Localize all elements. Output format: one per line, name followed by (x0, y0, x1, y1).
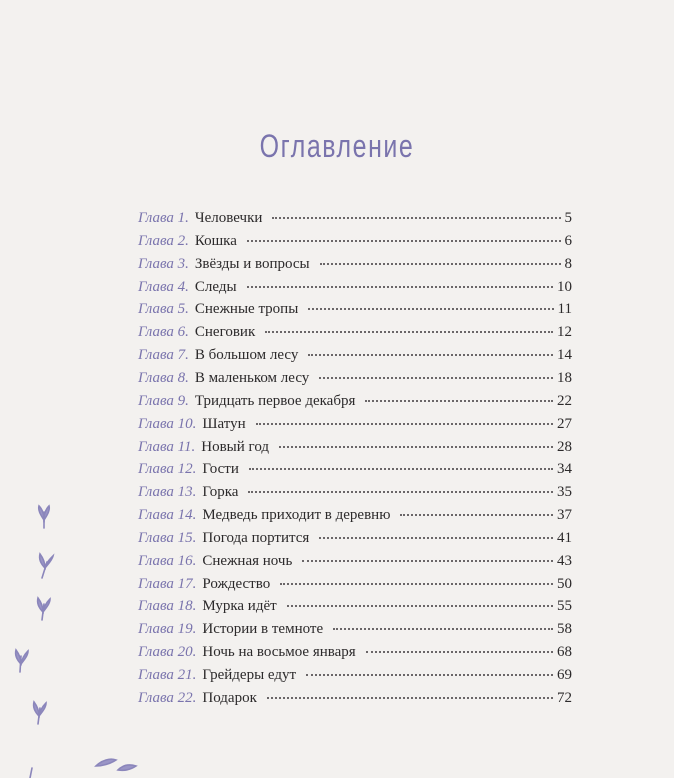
chapter-title: Мурка идёт (202, 598, 277, 615)
page-number: 5 (564, 210, 572, 226)
chapter-number: Глава 15. (138, 529, 197, 546)
page-number: 12 (557, 324, 572, 341)
chapter-number: Глава 3. (138, 255, 189, 272)
chapter-title: Шатун (202, 415, 246, 432)
chapter-title: Снежные тропы (194, 301, 299, 318)
chapter-number: Глава 21. (138, 667, 197, 683)
chapter-title: Погода портится (202, 529, 310, 546)
chapter-number: Глава 16. (138, 552, 197, 569)
page-title: Оглавление (259, 128, 415, 164)
chapter-title: В маленьком лесу (194, 369, 310, 386)
chapter-number: Глава 22. (138, 689, 197, 706)
page-number: 22 (557, 392, 572, 409)
page-number: 34 (557, 461, 572, 478)
chapter-number: Глава 11. (138, 438, 196, 455)
page-number: 8 (564, 255, 572, 272)
chapter-title: В большом лесу (194, 347, 299, 364)
chapter-number: Глава 8. (138, 369, 189, 386)
chapter-number: Глава 5. (138, 301, 189, 318)
page-number: 69 (557, 667, 572, 683)
page-number: 11 (557, 301, 572, 318)
chapter-number: Глава 19. (138, 621, 197, 638)
page-number: 41 (557, 529, 572, 546)
chapter-number: Глава 4. (138, 278, 189, 295)
page-number: 10 (557, 278, 572, 295)
chapter-number: Глава 18. (138, 598, 197, 615)
chapter-number: Глава 6. (138, 324, 189, 341)
page-number: 14 (557, 347, 572, 364)
chapter-title: Горка (202, 484, 239, 501)
chapter-number: Глава 1. (138, 210, 189, 226)
page-number: 35 (557, 484, 572, 501)
chapter-title: Снежная ночь (202, 552, 293, 569)
page-number: 27 (557, 415, 572, 432)
page-number: 55 (557, 598, 572, 615)
chapter-title: Кошка (194, 232, 237, 249)
page-number: 72 (557, 689, 572, 706)
page-number: 6 (564, 232, 572, 249)
chapter-title: Снеговик (194, 324, 256, 341)
chapter-title: Ночь на восьмое января (202, 644, 356, 661)
chapter-number: Глава 13. (138, 484, 197, 501)
chapter-title: Новый год (201, 438, 270, 455)
chapter-number: Глава 9. (138, 392, 189, 409)
chapter-title: Грейдеры едут (202, 667, 297, 683)
chapter-title: Звёзды и вопросы (194, 255, 310, 272)
chapter-title: Рождество (202, 575, 271, 592)
chapter-title: Истории в темноте (202, 621, 324, 638)
chapter-number: Глава 17. (138, 575, 197, 592)
sprig-icon (16, 506, 136, 778)
chapter-title: Гости (202, 461, 239, 478)
page-number: 43 (557, 552, 572, 569)
page-number: 28 (557, 438, 572, 455)
chapter-title: Подарок (202, 689, 257, 706)
chapter-title: Тридцать первое декабря (194, 392, 356, 409)
chapter-number: Глава 20. (138, 644, 197, 661)
chapter-number: Глава 14. (138, 507, 197, 524)
chapter-title: Следы (194, 278, 237, 295)
chapter-title: Человечки (194, 210, 263, 226)
page-number: 50 (557, 575, 572, 592)
page-number: 37 (557, 507, 572, 524)
chapter-title: Медведь приходит в деревню (202, 507, 391, 524)
chapter-number: Глава 10. (138, 415, 197, 432)
chapter-number: Глава 2. (138, 232, 189, 249)
page-number: 58 (557, 621, 572, 638)
page-number: 18 (557, 369, 572, 386)
chapter-number: Глава 7. (138, 347, 189, 364)
page-number: 68 (557, 644, 572, 661)
chapter-number: Глава 12. (138, 461, 197, 478)
